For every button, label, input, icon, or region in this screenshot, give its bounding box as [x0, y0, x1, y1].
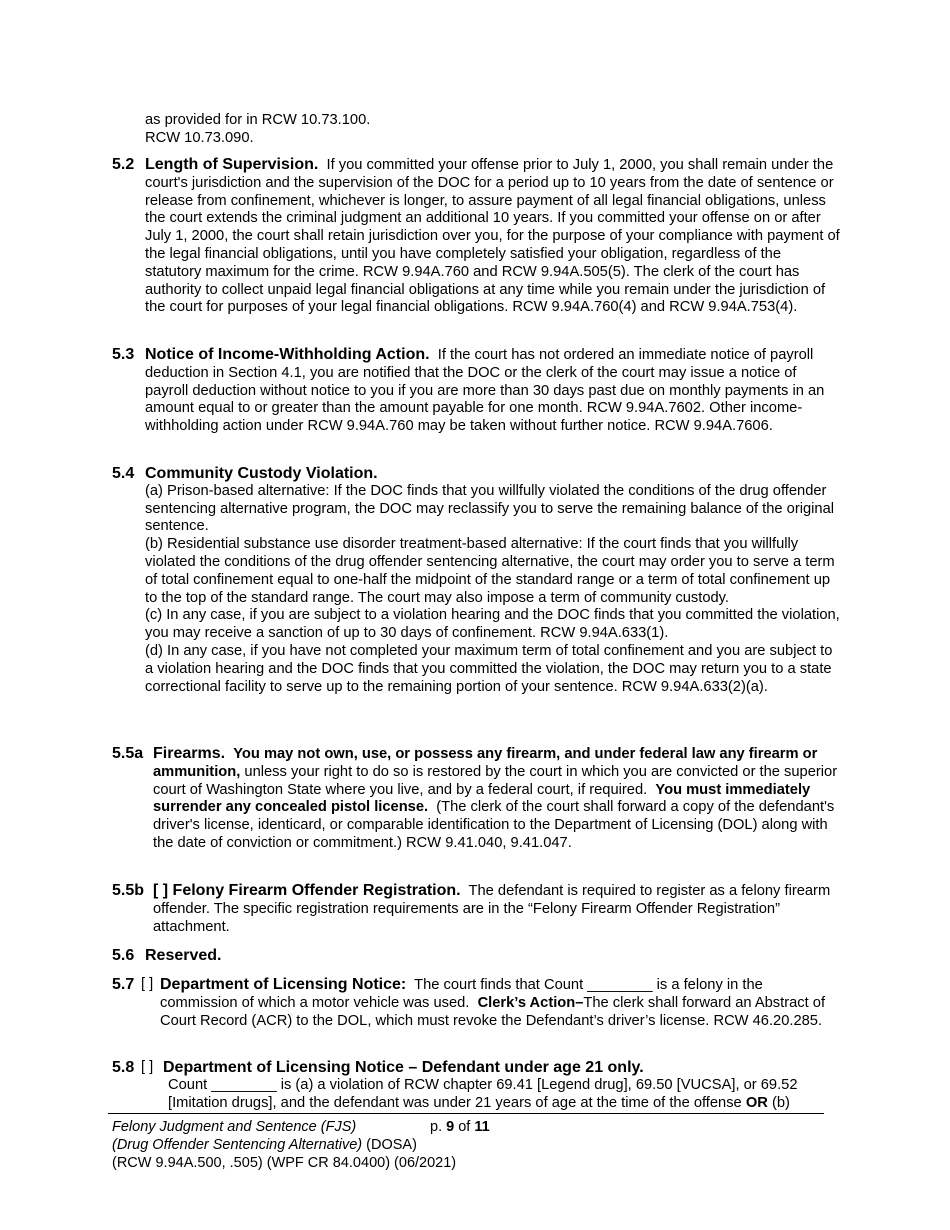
section-5-5b — [112, 882, 840, 936]
clerks-action-label: Clerk’s Action– — [477, 994, 584, 1011]
section-body — [145, 465, 840, 696]
paragraph-b: (b) Residential substance use disorder treatment-based alternative: If the court finds that you willfully violated the conditions of the drug offender sentencing alternative, the court may order you to serve a term of total confinement equal to one-half the midpoint of the standard range or a term of total confinement up to the top of the standard range. The court may also impose a term of community custody. — [145, 536, 835, 606]
section-heading: Firearms. — [153, 745, 226, 762]
section-number: 5.4 — [112, 465, 135, 482]
section-heading: [ ] Felony Firearm Offender Registration. — [153, 882, 461, 899]
section-body — [160, 976, 840, 1030]
paragraph-d: (d) In any case, if you have not completed your maximum term of total confinement and you are subject to a violation hearing and the DOC finds that you committed the violation, the DOC may return you to a state correctional facility to serve up to the remaining portion of your sentence. RCW 9.94A.633(2)(a). — [145, 642, 833, 695]
section-number: 5.8 — [112, 1059, 135, 1076]
section-heading: Reserved. — [145, 947, 222, 964]
page-total: 11 — [474, 1119, 490, 1135]
section-heading: Notice of Income-Withholding Action. — [145, 346, 430, 363]
section-number: 5.5a — [112, 745, 144, 762]
footer-divider — [108, 1113, 824, 1114]
form-abbrev: (DOSA) — [366, 1137, 417, 1153]
or-label: OR — [745, 1094, 768, 1111]
section-number: 5.6 — [112, 947, 135, 964]
section-body — [153, 745, 840, 853]
checkbox-placeholder[interactable]: [ ] — [141, 1059, 154, 1075]
form-title: Felony Judgment and Sentence (FJS) — [112, 1119, 357, 1135]
section-text-1: The court finds that Count ________ is a felony in the commission of which a motor vehicle was used. — [160, 977, 763, 1011]
section-text-2: (b) — [771, 1094, 790, 1111]
footer-line-1 — [112, 1118, 712, 1136]
section-5-5a — [112, 745, 840, 853]
section-5-4 — [112, 465, 840, 696]
section-body — [168, 1077, 840, 1113]
checkbox-placeholder[interactable]: [ ] — [141, 976, 154, 992]
intro-line-2: RCW 10.73.090. — [145, 129, 254, 146]
page-footer — [112, 1118, 712, 1172]
intro-line-1: as provided for in RCW 10.73.100. — [145, 112, 371, 128]
section-heading: Length of Supervision. — [145, 156, 319, 173]
section-body — [145, 346, 840, 436]
footer-line-2 — [112, 1136, 712, 1154]
section-heading: Community Custody Violation. — [145, 465, 378, 482]
section-number: 5.7 — [112, 976, 135, 993]
section-number: 5.5b — [112, 882, 145, 899]
page-indicator — [430, 1118, 490, 1136]
page-number: 9 — [446, 1119, 455, 1135]
paragraph-c: (c) In any case, if you are subject to a violation hearing and the DOC finds that you committed the violation, you may receive a sanction of up to 30 days of confinement. RCW 9.94A.633(1). — [145, 607, 840, 642]
section-5-8 — [112, 1059, 840, 1113]
paragraph-a: (a) Prison-based alternative: If the DOC finds that you willfully violated the conditions of the drug offender sentencing alternative program, the DOC may reclassify you to serve the remaining balance of the original sentence. — [145, 482, 835, 535]
section-number: 5.2 — [112, 156, 135, 173]
section-5-6 — [112, 947, 840, 965]
section-5-7 — [112, 976, 840, 1030]
form-subtitle: (Drug Offender Sentencing Alternative) — [112, 1137, 363, 1153]
section-5-2 — [112, 156, 840, 317]
section-text-1: Count ________ is (a) a violation of RCW chapter 69.41 [Legend drug], 69.50 [VUCSA], or 69.52 [Imitation drugs], and the defendant was under 21 years of age at the time of the offense — [168, 1076, 798, 1111]
section-text-1: unless your right to do so is restored by the court in which you are convicted or the superior court of Washington State where you live, and by a federal court, if required. — [153, 763, 838, 798]
intro-continuation — [145, 112, 845, 148]
bold-warning-1: You may not own, use, or possess any firearm, and under federal law any firearm or ammunition, — [153, 746, 818, 780]
section-heading: Department of Licensing Notice – Defendant under age 21 only. — [163, 1059, 644, 1076]
page-of: of — [458, 1119, 471, 1135]
page-prefix: p. — [430, 1119, 443, 1135]
section-number: 5.3 — [112, 346, 135, 363]
section-5-3 — [112, 346, 840, 436]
section-text: If the court has not ordered an immediate notice of payroll deduction in Section 4.1, you are notified that the DOC or the clerk of the court may issue a notice of payroll deduction without notice to you if you are more than 30 days past due on monthly payments in an amount equal to or greater than the amount payable for one month. RCW 9.94A.7602. Other income-withholding action under RCW 9.94A.760 may be taken without further notice. RCW 9.94A.7606. — [145, 347, 825, 435]
section-text-2: The clerk shall forward an Abstract of Court Record (ACR) to the DOL, which must revoke the Defendant’s driver’s license. RCW 46.20.285. — [160, 994, 826, 1029]
section-text: The defendant is required to register as a felony firearm offender. The specific registration requirements are in the “Felony Firearm Offender Registration” attachment. — [153, 883, 831, 935]
section-text: If you committed your offense prior to July 1, 2000, you shall remain under the court's jurisdiction and the supervision of the DOC for a period up to 10 years from the date of sentence or release from confinement, whichever is longer, to assure payment of all legal financial obligations, unless the court extends the criminal judgment an additional 10 years. If you committed your offense on or after July 1, 2000, the court shall retain jurisdiction over you, for the purpose of your compliance with payment of the legal financial obligations, until you have completely satisfied your obligation, regardless of the statutory maximum for the crime. RCW 9.94A.760 and RCW 9.94A.505(5). The clerk of the court has authority to collect unpaid legal financial obligations at any time while you remain under the jurisdiction of the court for purposes of your legal financial obligations. RCW 9.94A.760(4) and RCW 9.94A.753(4). — [145, 157, 840, 316]
section-text-2: (The clerk of the court shall forward a copy of the defendant's driver's license, identicard, or comparable identification to the Department of Licensing (DOL) along with the date of conviction or commitment.) RCW 9.41.040, 9.41.047. — [153, 799, 835, 851]
bold-warning-2: You must immediately surrender any concealed pistol license. — [153, 781, 811, 816]
section-body — [153, 882, 840, 936]
section-body — [145, 156, 840, 317]
footer-line-3: (RCW 9.94A.500, .505) (WPF CR 84.0400) (06/2021) — [112, 1155, 457, 1171]
section-heading: Department of Licensing Notice: — [160, 976, 407, 993]
